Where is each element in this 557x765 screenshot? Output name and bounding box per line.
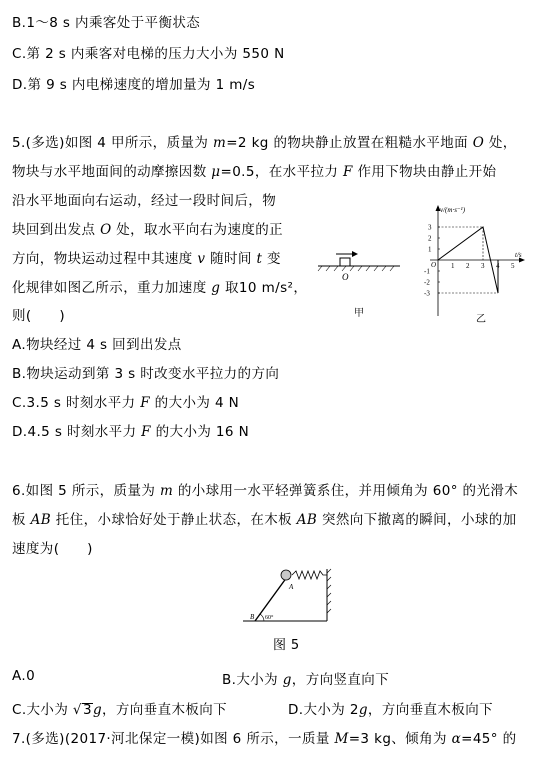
q4-option-b: B.1～8 s 内乘客处于平衡状态 — [12, 15, 201, 31]
wall-hatch — [327, 569, 331, 613]
spring — [292, 571, 327, 579]
label-a: A — [289, 583, 294, 591]
y-tick-label: -2 — [424, 278, 430, 287]
q4-option-d: D.第 9 s 内电梯速度的增加量为 1 m/s — [12, 77, 256, 93]
q6-line-3: 速度为( ) — [12, 541, 93, 557]
x-tick-label: 5 — [511, 262, 515, 270]
y-tick-label: -1 — [424, 267, 430, 276]
q6-line-1: 6.如图 5 所示，质量为 m 的小球用一水平轻弹簧系住，并用倾角为 60° 的光滑木 — [12, 483, 519, 499]
figure-jia — [316, 240, 406, 320]
q5-line-1: 5.(多选)如图 4 甲所示，质量为 m=2 kg 的物块静止放置在粗糙水平地面 O 处， — [12, 135, 517, 151]
x-tick-label: 2 — [466, 262, 470, 270]
figure-yi-caption: 乙 — [476, 314, 486, 325]
q5-option-d: D.4.5 s 时刻水平力 F 的大小为 16 N — [12, 424, 250, 440]
q6-line-2: 板 AB 托住，小球恰好处于静止状态，在木板 AB 突然向下撤离的瞬间，小球的加 — [12, 512, 517, 528]
force-arrow-head — [352, 251, 358, 257]
q7-line-1: 7.(多选)(2017·河北保定一模)如图 6 所示，一质量 M=3 kg、倾角为 α=45° 的 — [12, 731, 517, 747]
y-tick-label: 1 — [428, 245, 432, 254]
q5-option-b: B.物块运动到第 3 s 时改变水平拉力的方向 — [12, 366, 280, 382]
sqrt-sign: √ — [72, 702, 82, 718]
origin-label: O — [431, 261, 437, 269]
q5-line-2: 物块与水平地面间的动摩擦因数 μ=0.5，在水平拉力 F 作用下物块由静止开始 — [12, 164, 497, 180]
x-tick-label: 3 — [481, 262, 485, 270]
q5-line-3: 沿水平地面向右运动，经过一段时间后，物 — [12, 193, 277, 209]
figure-jia-caption: 甲 — [354, 308, 364, 319]
y-axis-label: v/(m·s⁻¹) — [440, 206, 466, 214]
q6-option-b: B.大小为 g，方向竖直向下 — [222, 672, 390, 688]
q5-line-6: 化规律如图乙所示，重力加速度 g 取10 m/s²， — [12, 280, 308, 296]
q5-line-4: 块回到出发点 O 处，取水平向右为速度的正 — [12, 222, 284, 238]
x-tick-labels — [451, 262, 515, 270]
angle-label: 60° — [265, 615, 274, 621]
x-tick-label: 4 — [496, 262, 500, 270]
figure-5-caption: 图 5 — [273, 638, 300, 653]
q5-line-5: 方向，物块运动过程中其速度 v 随时间 t 变 — [12, 251, 281, 267]
q6-option-d: D.大小为 2g，方向垂直木板向下 — [288, 702, 494, 718]
q5-option-a: A.物块经过 4 s 回到出发点 — [12, 337, 182, 353]
y-tick-label: 3 — [428, 223, 432, 232]
origin-label-o: O — [342, 272, 349, 282]
q6-option-c: C.大小为 √3g，方向垂直木板向下 — [12, 702, 228, 718]
angle-arc — [260, 614, 264, 621]
ground-hatch — [318, 266, 394, 271]
q6-option-a: A.0 — [12, 668, 36, 684]
q5-option-c: C.3.5 s 时刻水平力 F 的大小为 4 N — [12, 395, 240, 411]
q4-option-c: C.第 2 s 内乘客对电梯的压力大小为 550 N — [12, 46, 285, 62]
x-tick-label: 1 — [451, 262, 455, 270]
x-axis-label: t/s — [515, 251, 522, 259]
figure-yi-vt-graph — [418, 200, 536, 325]
q5-line-7: 则( ) — [12, 308, 66, 324]
y-tick-label: 2 — [428, 234, 432, 243]
figure-5 — [235, 565, 335, 627]
y-tick-label: -3 — [424, 289, 430, 298]
ball — [281, 570, 291, 580]
block — [340, 258, 350, 266]
label-b: B — [250, 613, 255, 621]
